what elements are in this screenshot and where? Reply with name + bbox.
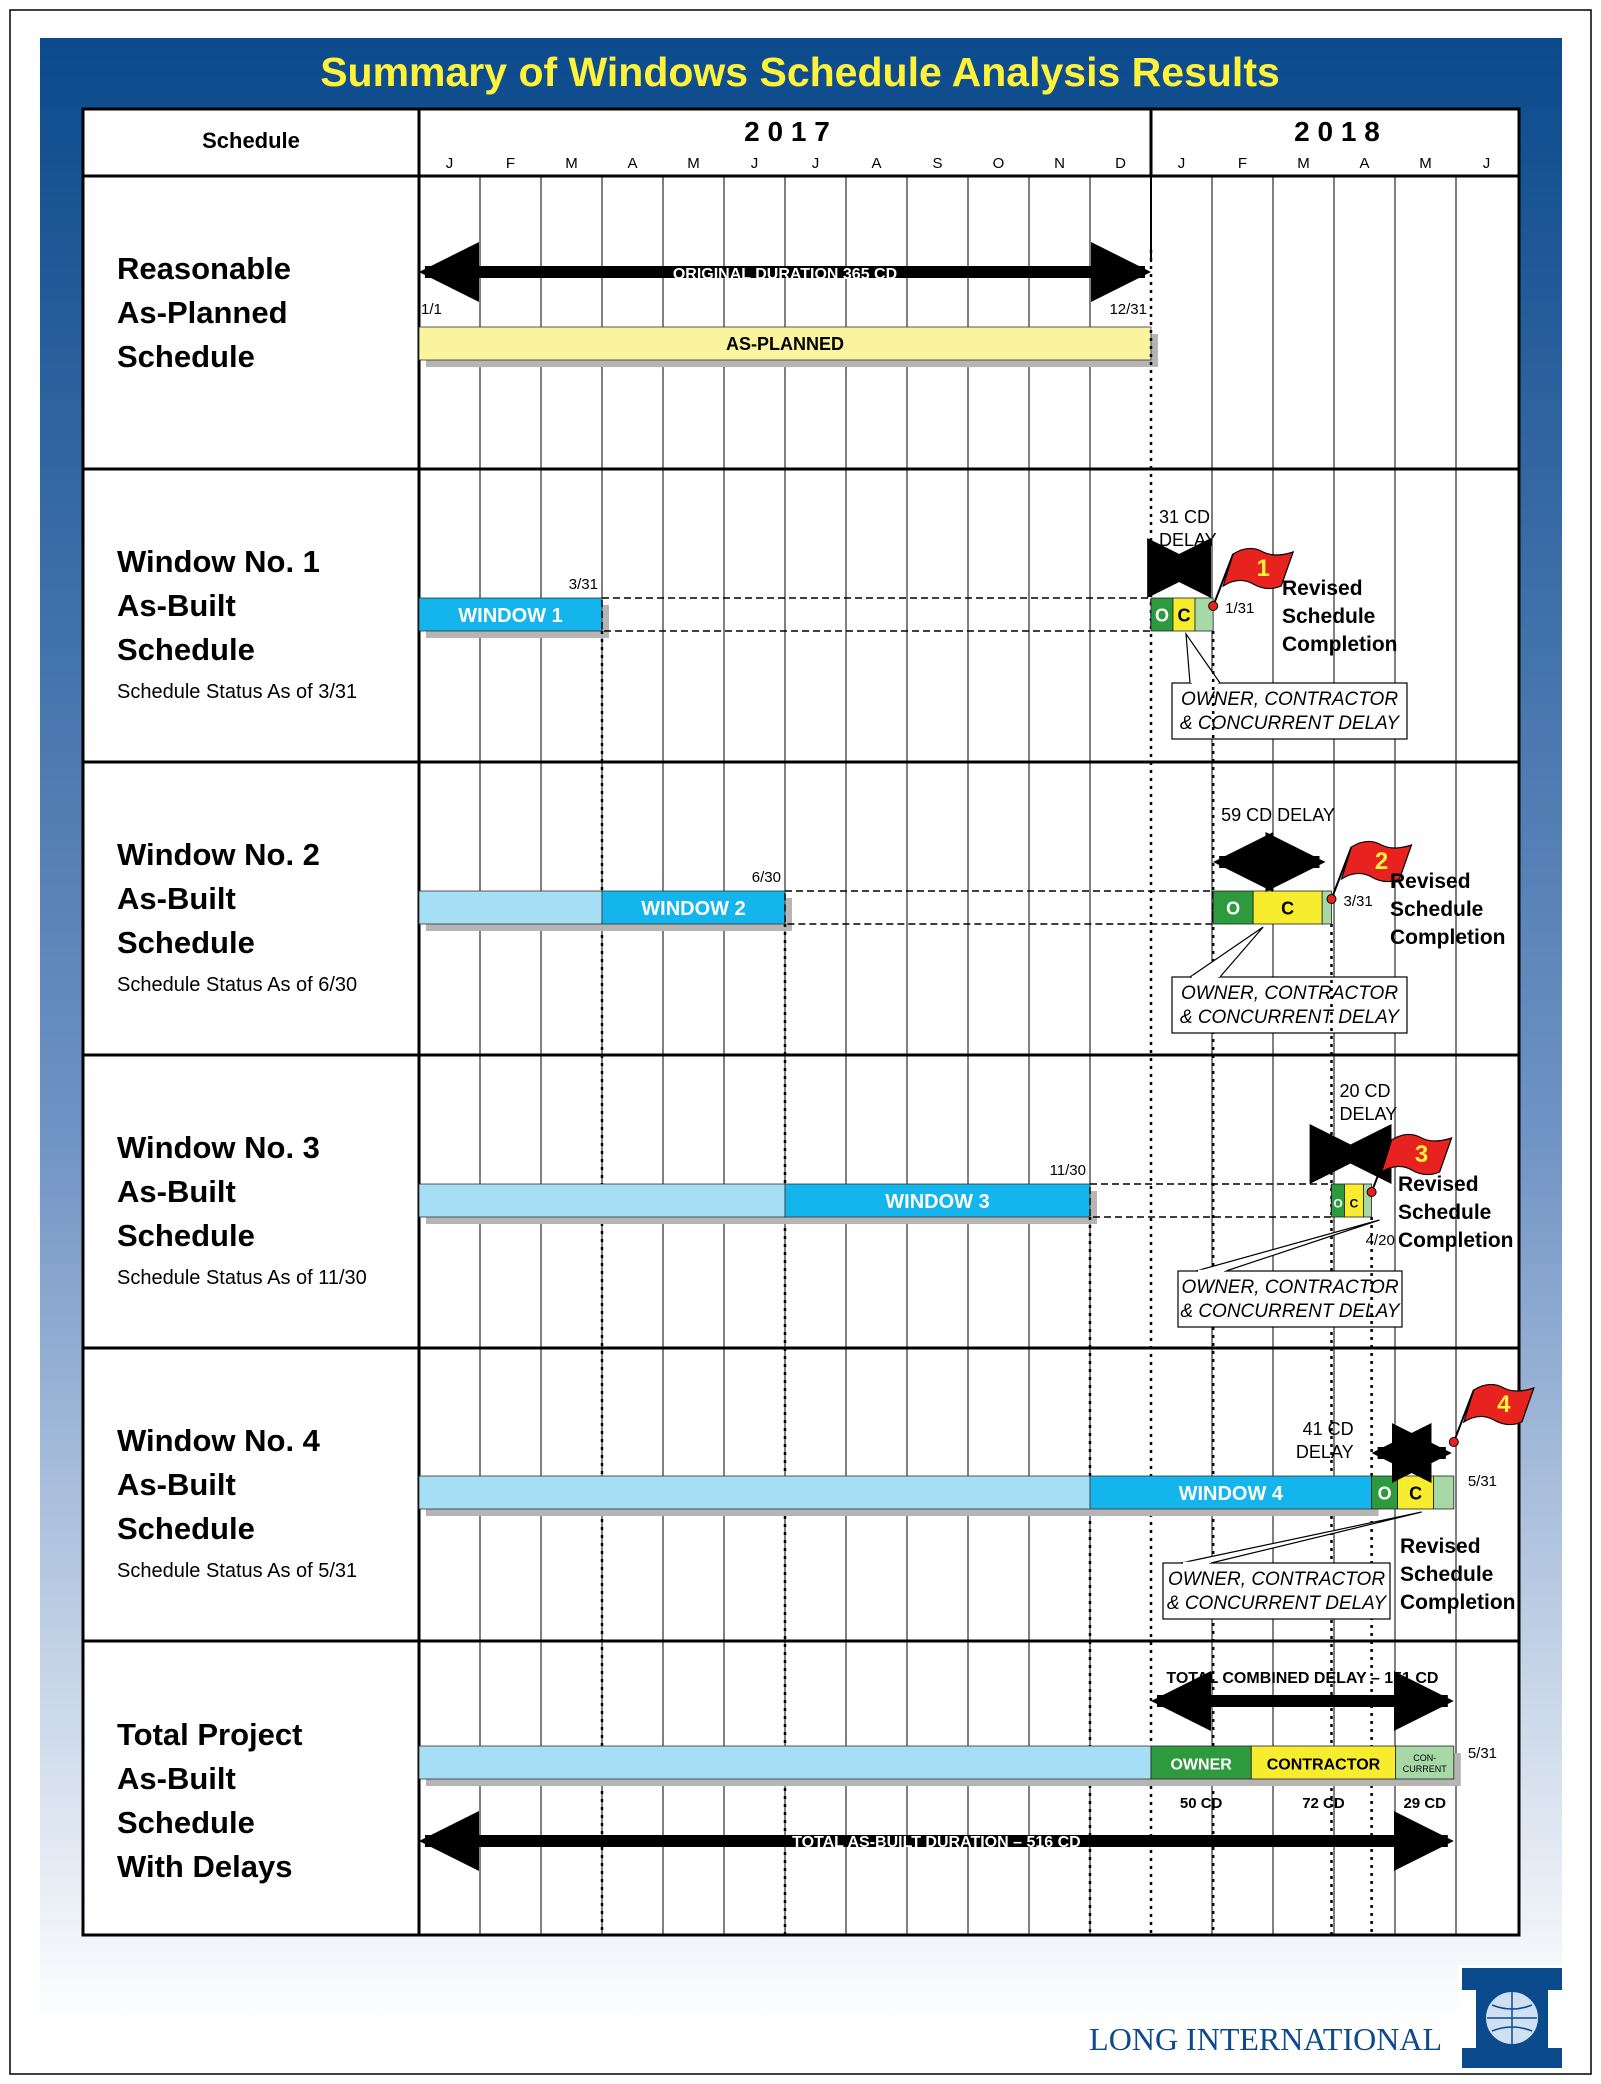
window-4-revised-text: Schedule — [1400, 1563, 1494, 1586]
window-1-callout-text: OWNER, CONTRACTOR — [1180, 689, 1399, 710]
window-3-callout-text: OWNER, CONTRACTOR — [1181, 1277, 1399, 1298]
month-label: A — [627, 155, 638, 172]
window-1-callout-text: & CONCURRENT DELAY — [1179, 713, 1400, 734]
month-label: J — [750, 155, 759, 172]
month-label: J — [1482, 155, 1491, 172]
row-label-line: Schedule — [117, 1511, 255, 1546]
schedule-column-label: Schedule — [202, 128, 300, 153]
window-3-callout-text: & CONCURRENT DELAY — [1180, 1301, 1400, 1322]
flag-4-number: 4 — [1497, 1391, 1511, 1418]
owner-cd-label: 50 CD — [1179, 1795, 1223, 1812]
window-4-completion-date: 5/31 — [1467, 1473, 1498, 1490]
row-label-line: Window No. 3 — [117, 1130, 320, 1165]
row-label-line: As-Built — [117, 881, 236, 916]
concurrent-label-line: CURRENT — [1402, 1764, 1447, 1774]
window-2-delay-label: 59 CD DELAY — [1221, 805, 1335, 825]
month-label: A — [871, 155, 882, 172]
window-1-end-date: 3/31 — [568, 576, 598, 593]
window-3-end-date: 11/30 — [1049, 1162, 1086, 1179]
row-status: Schedule Status As of 3/31 — [117, 681, 358, 703]
window-1-label: WINDOW 1 — [458, 605, 563, 627]
total-as-built-bar — [419, 1746, 1151, 1779]
row-status: Schedule Status As of 11/30 — [117, 1267, 367, 1289]
total-delay-label: CONTRACTOR — [1266, 1756, 1381, 1774]
month-label: M — [687, 155, 700, 172]
month-label: D — [1115, 155, 1126, 172]
window-3-revised-text: Schedule — [1398, 1201, 1492, 1224]
total-delay-label: OWNER — [1170, 1756, 1232, 1774]
flag-2-pin — [1327, 895, 1336, 904]
window-4-callout-text: & CONCURRENT DELAY — [1166, 1593, 1387, 1614]
row-label-line: With Delays — [117, 1849, 293, 1884]
month-label: S — [932, 155, 943, 172]
year-2018-label: 2 0 1 8 — [1294, 116, 1380, 147]
month-label: J — [811, 155, 820, 172]
total-delay-label: TOTAL COMBINED DELAY – 151 CD — [1166, 1670, 1439, 1687]
row-label-line: Window No. 1 — [117, 544, 320, 579]
window-1-revised-text: Completion — [1282, 633, 1398, 656]
row-label-line: Schedule — [117, 339, 255, 374]
window-4-callout-text: OWNER, CONTRACTOR — [1167, 1569, 1386, 1590]
window-2-delay-label: O — [1226, 898, 1241, 919]
planned-end-date: 12/31 — [1109, 301, 1147, 318]
year-2017-label: 2 0 1 7 — [744, 116, 830, 147]
row-label-line: Schedule — [117, 925, 255, 960]
window-3-revised-text: Completion — [1398, 1229, 1514, 1252]
window-4-delay-label: C — [1409, 1483, 1423, 1504]
month-label: M — [1419, 155, 1432, 172]
month-label: F — [505, 155, 516, 172]
window-3-completion-date: 4/20 — [1365, 1232, 1395, 1249]
month-label: M — [565, 155, 578, 172]
total-duration-label: TOTAL AS-BUILT DURATION – 516 CD — [792, 1834, 1081, 1851]
figure-title: Summary of Windows Schedule Analysis Results — [320, 49, 1280, 95]
month-label: M — [1297, 155, 1310, 172]
flag-4-pin — [1449, 1438, 1458, 1447]
window-4-delay-segment — [1434, 1476, 1454, 1509]
flag-3-pin — [1367, 1188, 1376, 1197]
window-2-revised-text: Schedule — [1390, 898, 1484, 921]
window-2-revised-text: Completion — [1390, 926, 1506, 949]
row-label-line: As-Built — [117, 1467, 236, 1502]
row-label-line: Total Project — [117, 1717, 303, 1752]
window-1-delay-amount: 31 CD — [1159, 507, 1211, 527]
row-label-line: Schedule — [117, 1218, 255, 1253]
window-1-delay-word: DELAY — [1159, 530, 1217, 550]
month-label: J — [445, 155, 454, 172]
window-3-delay-label: C — [1349, 1196, 1359, 1211]
month-label: O — [992, 155, 1005, 172]
row-label-line: Window No. 4 — [117, 1423, 320, 1458]
row-label-line: Schedule — [117, 1805, 255, 1840]
as-planned-label: AS-PLANNED — [725, 334, 845, 354]
flag-1-number: 1 — [1256, 555, 1270, 582]
window-2-end-date: 6/30 — [751, 869, 781, 886]
window-2-callout-text: & CONCURRENT DELAY — [1179, 1007, 1400, 1028]
row-status: Schedule Status As of 5/31 — [117, 1560, 358, 1582]
window-4-delay-amount: 41 CD — [1302, 1419, 1354, 1439]
month-label: A — [1359, 155, 1370, 172]
month-label: N — [1054, 155, 1065, 172]
window-4-past-bar — [419, 1476, 1090, 1509]
window-4-revised-text: Revised — [1400, 1535, 1481, 1558]
window-1-delay-label: C — [1177, 605, 1191, 626]
row-label-line: Window No. 2 — [117, 837, 320, 872]
row-label-line: As-Built — [117, 588, 236, 623]
row-label-line: Reasonable — [117, 251, 292, 286]
row-label-line: As-Built — [117, 1761, 236, 1796]
flag-3-number: 3 — [1414, 1141, 1429, 1168]
concurrent-cd-label: 29 CD — [1403, 1795, 1447, 1812]
concurrent-label-line: CON- — [1413, 1753, 1437, 1763]
row-label-line: Schedule — [117, 632, 255, 667]
company-name: LONG INTERNATIONAL — [1089, 2021, 1442, 2057]
total-end-date: 5/31 — [1467, 1745, 1498, 1762]
window-3-delay-amount: 20 CD — [1339, 1081, 1391, 1101]
window-4-revised-text: Completion — [1400, 1591, 1516, 1614]
window-3-delay-word: DELAY — [1339, 1104, 1398, 1124]
planned-start-date: 1/1 — [421, 301, 442, 318]
window-2-past-bar — [419, 891, 602, 924]
contractor-cd-label: 72 CD — [1302, 1795, 1345, 1812]
row-label-line: As-Built — [117, 1174, 236, 1209]
window-2-callout-text: OWNER, CONTRACTOR — [1180, 983, 1399, 1004]
window-1-completion-date: 1/31 — [1225, 600, 1255, 617]
row-label-line: As-Planned — [117, 295, 288, 330]
window-2-completion-date: 3/31 — [1343, 893, 1373, 910]
window-1-delay-label: O — [1154, 605, 1170, 626]
flag-2-number: 2 — [1374, 848, 1389, 875]
window-4-label: WINDOW 4 — [1178, 1483, 1284, 1505]
month-label: J — [1177, 155, 1186, 172]
window-1-revised-text: Revised — [1282, 577, 1363, 600]
window-1-revised-text: Schedule — [1282, 605, 1376, 628]
window-3-past-bar — [419, 1184, 785, 1217]
row-status: Schedule Status As of 6/30 — [117, 974, 358, 996]
window-2-delay-label: C — [1281, 898, 1295, 919]
window-2-revised-text: Revised — [1390, 870, 1471, 893]
window-4-delay-label: O — [1377, 1483, 1392, 1504]
month-label: F — [1237, 155, 1248, 172]
window-4-delay-word: DELAY — [1295, 1442, 1354, 1462]
window-3-revised-text: Revised — [1398, 1173, 1479, 1196]
original-duration-label: ORIGINAL DURATION 365 CD — [672, 266, 898, 283]
window-3-label: WINDOW 3 — [885, 1191, 990, 1213]
flag-1-pin — [1209, 602, 1218, 611]
window-3-delay-label: O — [1333, 1196, 1343, 1211]
window-2-label: WINDOW 2 — [641, 898, 746, 920]
